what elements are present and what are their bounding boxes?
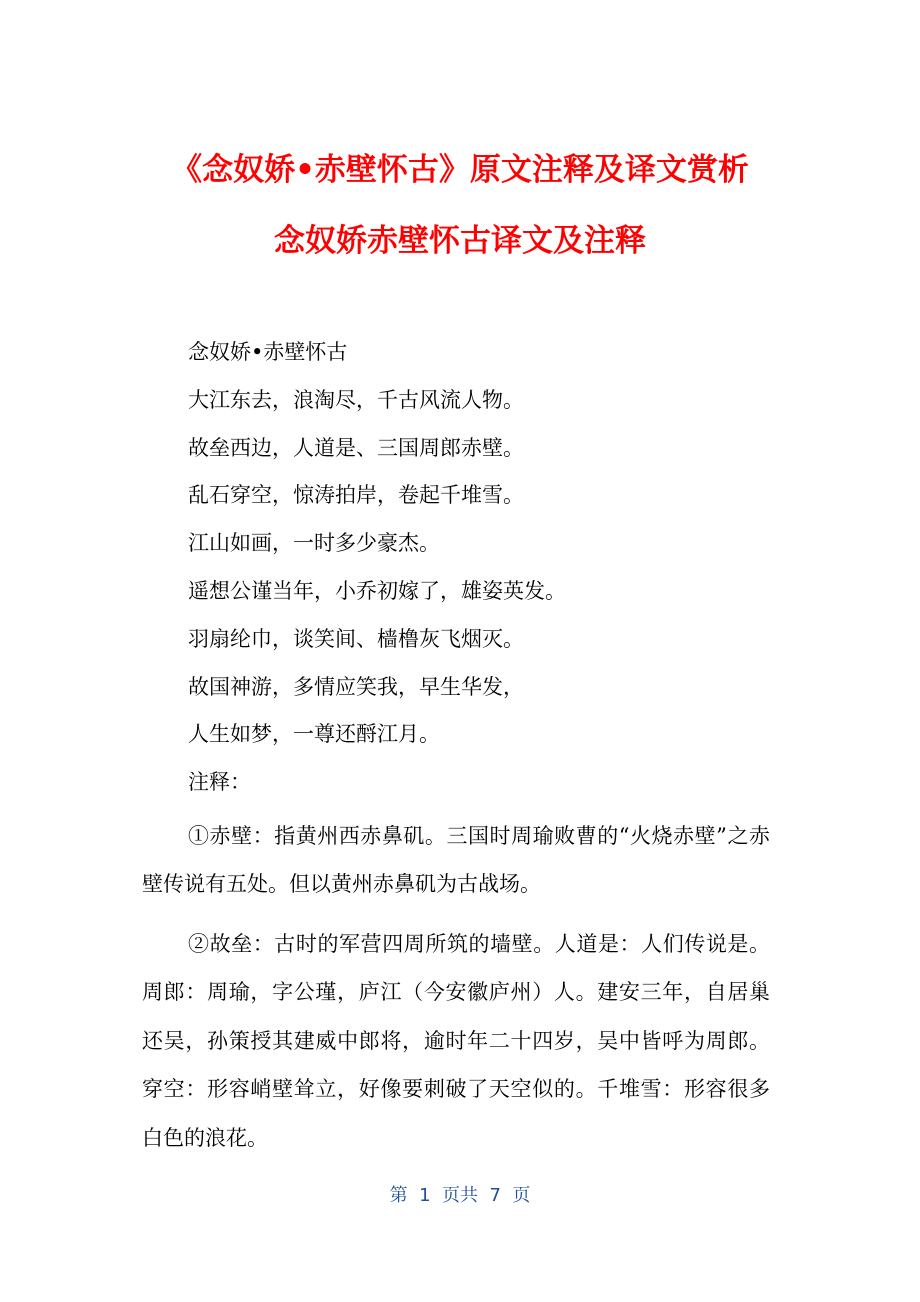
document-body xyxy=(142,334,770,1173)
notes-heading: 注释： xyxy=(188,770,251,795)
poem-line: 江山如画，一时多少豪杰。 xyxy=(188,531,440,556)
poem-line: 大江东去，浪淘尽，千古风流人物。 xyxy=(188,387,524,412)
note-paragraph: ②故垒：古时的军营四周所筑的墙壁。人道是：人们传说是。周郎：周瑜，字公瑾，庐江（今安徽庐州）人。建安三年，自居巢还吴，孙策授其建威中郎将，逾时年二十四岁，吴中皆呼为周郎。穿空：形容峭壁耸立，好像要刺破了天空似的。千堆雪：形容很多白色的浪花。 xyxy=(142,931,770,1150)
document-subtitle: 念奴娇赤壁怀古译文及注释 xyxy=(274,223,646,259)
poem-line: 遥想公谨当年，小乔初嫁了，雄姿英发。 xyxy=(188,578,566,603)
poem-line: 羽扇纶巾，谈笑间、樯橹灰飞烟灭。 xyxy=(188,626,524,651)
poem-line: 故国神游，多情应笑我，早生华发， xyxy=(188,674,524,699)
note-paragraph: ①赤壁：指黄州西赤鼻矶。三国时周瑜败曹的“火烧赤壁”之赤壁传说有五处。但以黄州赤鼻矶为古战场。 xyxy=(142,823,770,897)
poem-title: 念奴娇•赤壁怀古 xyxy=(188,340,348,364)
poem-line: 故垒西边，人道是、三国周郎赤壁。 xyxy=(188,435,524,460)
poem-line: 人生如梦，一尊还酹江月。 xyxy=(188,722,440,747)
document-title: 《念奴娇•赤壁怀古》原文注释及译文赏析 xyxy=(171,152,749,188)
page-number-footer: 第 1 页共 7 页 xyxy=(389,1185,531,1206)
poem-line: 乱石穿空，惊涛拍岸，卷起千堆雪。 xyxy=(188,483,524,508)
